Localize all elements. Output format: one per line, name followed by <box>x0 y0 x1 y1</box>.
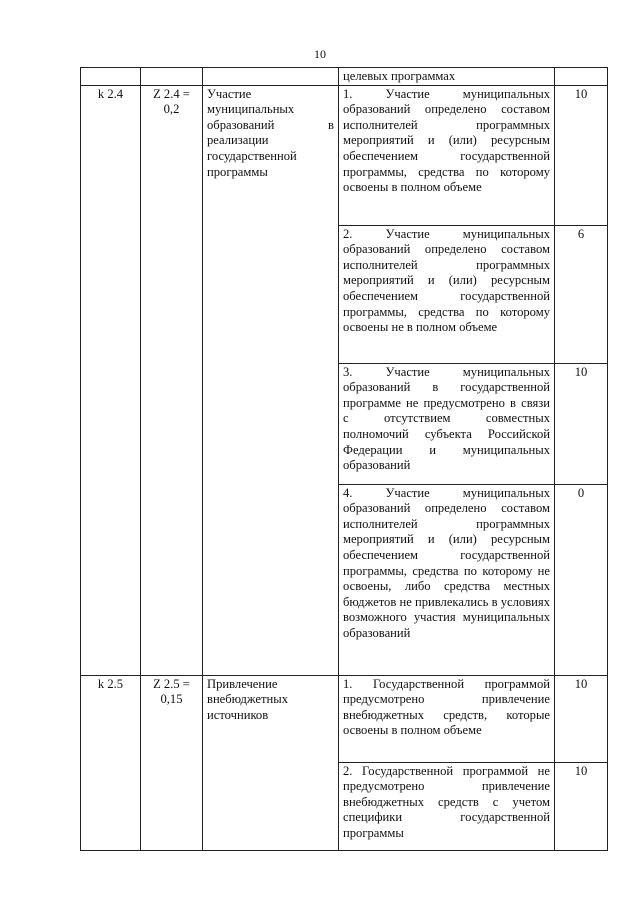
continuation-text: целевых программах <box>339 68 555 86</box>
table-row <box>81 675 608 762</box>
table-cell-empty <box>141 68 203 86</box>
criterion-weight: Z 2.5 = 0,15 <box>141 675 203 850</box>
criterion-name: Привлечение внебюджетных источников <box>203 675 339 850</box>
table-cell-empty <box>81 68 141 86</box>
criterion-score: 10 <box>555 762 608 850</box>
criterion-score: 10 <box>555 85 608 225</box>
criteria-table <box>80 67 608 851</box>
criterion-description: 3. Участие муниципальных образований в государственной программе не предусмотрено в связи с отсутствием совместных полномочий субъекта Российской Федерации и муниципальных образований <box>339 363 555 484</box>
criterion-code: k 2.5 <box>81 675 141 850</box>
criterion-description: 1. Участие муниципальных образований определено составом исполнителей программных мероприятий и (или) ресурсным обеспечением государственной программы, средства по которому освоены в полном объеме <box>339 85 555 225</box>
criterion-score: 6 <box>555 225 608 363</box>
criterion-score: 10 <box>555 675 608 762</box>
table-cell-empty <box>203 68 339 86</box>
criterion-weight: Z 2.4 = 0,2 <box>141 85 203 675</box>
criterion-description: 2. Государственной программой не предусмотрено привлечение внебюджетных средств с учетом специфики государственной программы <box>339 762 555 850</box>
page-number: 10 <box>314 47 326 61</box>
criterion-description: 1. Государственной программой предусмотрено привлечение внебюджетных средств, которые освоены в полном объеме <box>339 675 555 762</box>
table-row-continuation <box>81 68 608 86</box>
criterion-score: 10 <box>555 363 608 484</box>
criterion-name: Участие муниципальных образований в реализации государственной программы <box>203 85 339 675</box>
table-row <box>81 85 608 225</box>
criterion-code: k 2.4 <box>81 85 141 675</box>
criterion-score: 0 <box>555 484 608 675</box>
criterion-description: 4. Участие муниципальных образований определено составом исполнителей программных мероприятий и (или) ресурсным обеспечением государственной программы, средства по которому не освоены, либо средства местных бюджетов не привлекались в условиях возможного участия муниципальных образований <box>339 484 555 675</box>
table-cell-empty <box>555 68 608 86</box>
criterion-description: 2. Участие муниципальных образований определено составом исполнителей программных мероприятий и (или) ресурсным обеспечением государственной программы, средства по которому освоены не в полном объеме <box>339 225 555 363</box>
